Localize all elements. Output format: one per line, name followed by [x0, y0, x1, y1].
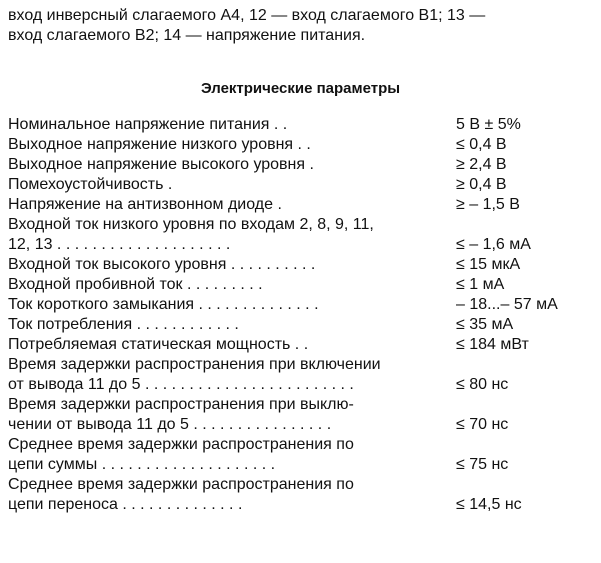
parameter-name: Входной ток высокого уровня . . . . . . . . . . — [8, 256, 316, 273]
parameter-name: Напряжение на антизвонном диоде . — [8, 196, 282, 213]
parameter-row — [8, 255, 596, 275]
intro-line: вход слагаемого B2; 14 — напряжение питания. — [8, 27, 366, 44]
parameter-row — [8, 195, 596, 215]
parameter-row — [8, 275, 596, 295]
parameter-value: ≥ – 1,5 В — [456, 196, 520, 213]
parameter-value: ≤ 35 мА — [456, 316, 514, 333]
intro-line: вход инверсный слагаемого A4, 12 — вход слагаемого B1; 13 — — [8, 7, 486, 24]
parameter-name: Среднее время задержки распространения по цепи суммы . . . . . . . . . . . . . . . . . . . . — [8, 436, 354, 473]
parameter-row — [8, 295, 596, 315]
parameter-row — [8, 315, 596, 335]
parameter-value: ≤ 0,4 В — [456, 136, 507, 153]
parameter-row — [8, 115, 596, 135]
parameter-name: Входной ток низкого уровня по входам 2, 8, 9, 11, 12, 13 . . . . . . . . . . . . . . . . . . . . — [8, 216, 374, 253]
section-heading: Электрические параметры — [200, 80, 401, 97]
parameter-value: ≥ 2,4 В — [456, 156, 507, 173]
parameter-name: Среднее время задержки распространения по цепи переноса . . . . . . . . . . . . . . — [8, 476, 354, 513]
parameter-value: – 18...– 57 мА — [456, 296, 558, 313]
parameter-name: Выходное напряжение низкого уровня . . — [8, 136, 311, 153]
parameter-list — [8, 115, 596, 515]
parameter-row — [8, 475, 596, 515]
parameter-row — [8, 175, 596, 195]
parameter-value: ≥ 0,4 В — [456, 176, 507, 193]
parameter-row — [8, 215, 596, 255]
parameter-value: ≤ 70 нс — [456, 416, 509, 433]
parameter-name: Выходное напряжение высокого уровня . — [8, 156, 314, 173]
parameter-row — [8, 135, 596, 155]
parameter-row — [8, 335, 596, 355]
parameter-value: ≤ 1 мА — [456, 276, 505, 293]
parameter-value: ≤ 75 нс — [456, 456, 509, 473]
parameter-row — [8, 155, 596, 175]
parameter-value: ≤ 14,5 нс — [456, 496, 522, 513]
parameter-name: Помехоустойчивость . — [8, 176, 173, 193]
parameter-value: 5 В ± 5% — [456, 116, 521, 133]
parameter-row — [8, 395, 596, 435]
parameter-name: Номинальное напряжение питания . . — [8, 116, 288, 133]
parameter-name: Ток потребления . . . . . . . . . . . . — [8, 316, 239, 333]
parameter-row — [8, 435, 596, 475]
parameter-name: Ток короткого замыкания . . . . . . . . . . . . . . — [8, 296, 319, 313]
parameter-value: ≤ 80 нс — [456, 376, 509, 393]
parameter-value: ≤ – 1,6 мА — [456, 236, 531, 253]
intro-paragraph — [8, 6, 593, 46]
parameter-name: Входной пробивной ток . . . . . . . . . — [8, 276, 263, 293]
parameter-row — [8, 355, 596, 395]
parameter-value: ≤ 15 мкА — [456, 256, 521, 273]
parameter-name: Время задержки распространения при включении от вывода 11 до 5 . . . . . . . . . . . . . . . . . . . . . . . . — [8, 356, 381, 393]
parameter-value: ≤ 184 мВт — [456, 336, 529, 353]
parameter-name: Время задержки распространения при выклю- чении от вывода 11 до 5 . . . . . . . . . . . . . . . . — [8, 396, 354, 433]
parameter-name: Потребляемая статическая мощность . . — [8, 336, 309, 353]
